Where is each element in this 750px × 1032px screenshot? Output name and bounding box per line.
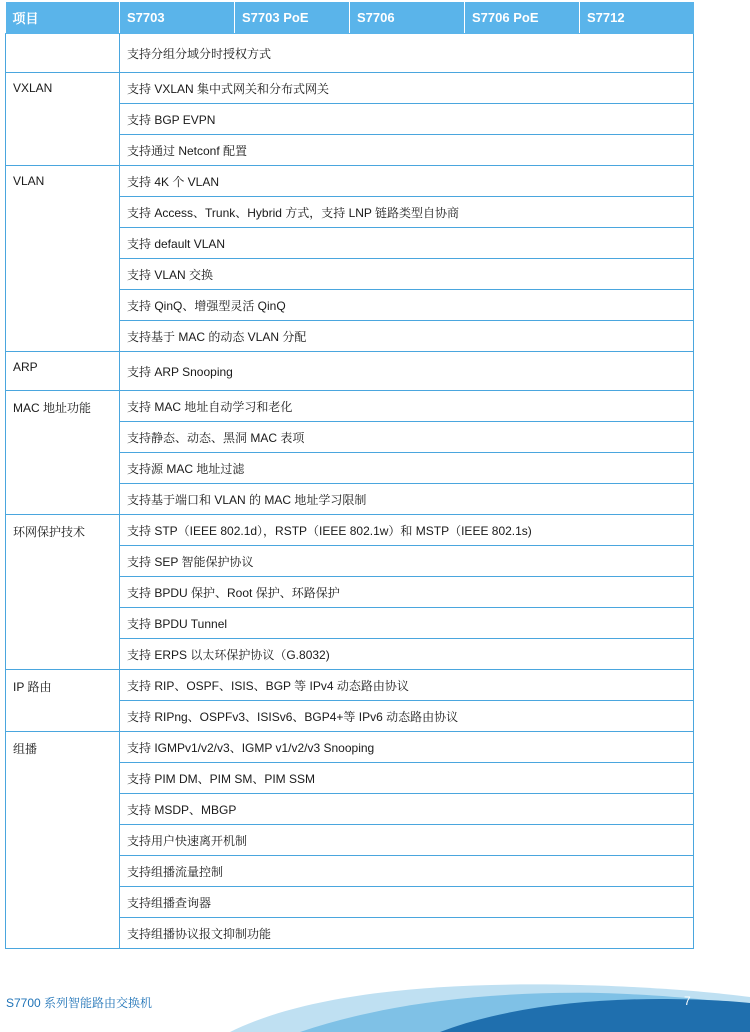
header-s7703-poe: S7703 PoE	[235, 2, 350, 34]
category-cell: MAC 地址功能	[6, 391, 120, 515]
feature-cell: 支持 STP（IEEE 802.1d），RSTP（IEEE 802.1w）和 MSTP（IEEE 802.1s)	[120, 515, 694, 546]
feature-cell: 支持组播查询器	[120, 887, 694, 918]
category-cell: ARP	[6, 352, 120, 391]
feature-cell: 支持 MSDP、MBGP	[120, 794, 694, 825]
feature-cell: 支持 Access、Trunk、Hybrid 方式，支持 LNP 链路类型自协商	[120, 197, 694, 228]
feature-cell: 支持 ERPS 以太环保护协议（G.8032)	[120, 639, 694, 670]
header-item: 项目	[6, 2, 120, 34]
footer-title: S7700 系列智能路由交换机	[6, 996, 153, 1010]
feature-cell: 支持 MAC 地址自动学习和老化	[120, 391, 694, 422]
table-row	[6, 34, 694, 73]
header-s7712: S7712	[580, 2, 694, 34]
table-row	[6, 73, 694, 104]
page-number: 7	[684, 994, 691, 1008]
feature-cell: 支持组播协议报文抑制功能	[120, 918, 694, 949]
feature-cell: 支持 IGMPv1/v2/v3、IGMP v1/v2/v3 Snooping	[120, 732, 694, 763]
feature-cell: 支持 VLAN 交换	[120, 259, 694, 290]
feature-cell: 支持 PIM DM、PIM SM、PIM SSM	[120, 763, 694, 794]
table-row	[6, 352, 694, 391]
feature-cell: 支持 RIP、OSPF、ISIS、BGP 等 IPv4 动态路由协议	[120, 670, 694, 701]
feature-cell: 支持 4K 个 VLAN	[120, 166, 694, 197]
feature-cell: 支持 BPDU 保护、Root 保护、环路保护	[120, 577, 694, 608]
spec-table	[5, 2, 694, 949]
category-cell: VLAN	[6, 166, 120, 352]
category-cell: 组播	[6, 732, 120, 949]
header-s7706: S7706	[350, 2, 465, 34]
feature-cell: 支持静态、动态、黑洞 MAC 表项	[120, 422, 694, 453]
feature-cell: 支持源 MAC 地址过滤	[120, 453, 694, 484]
header-s7706-poe: S7706 PoE	[465, 2, 580, 34]
feature-cell: 支持分组分域分时授权方式	[120, 34, 694, 73]
category-cell: IP 路由	[6, 670, 120, 732]
table-row	[6, 732, 694, 763]
table-body	[6, 34, 694, 949]
feature-cell: 支持基于端口和 VLAN 的 MAC 地址学习限制	[120, 484, 694, 515]
feature-cell: 支持 ARP Snooping	[120, 352, 694, 391]
feature-cell: 支持通过 Netconf 配置	[120, 135, 694, 166]
table-row	[6, 391, 694, 422]
table-row	[6, 515, 694, 546]
feature-cell: 支持 default VLAN	[120, 228, 694, 259]
category-cell	[6, 34, 120, 73]
feature-cell: 支持基于 MAC 的动态 VLAN 分配	[120, 321, 694, 352]
feature-cell: 支持用户快速离开机制	[120, 825, 694, 856]
table-row	[6, 670, 694, 701]
feature-cell: 支持 VXLAN 集中式网关和分布式网关	[120, 73, 694, 104]
header-s7703: S7703	[120, 2, 235, 34]
feature-cell: 支持 QinQ、增强型灵活 QinQ	[120, 290, 694, 321]
feature-cell: 支持 BPDU Tunnel	[120, 608, 694, 639]
feature-cell: 支持 SEP 智能保护协议	[120, 546, 694, 577]
feature-cell: 支持 BGP EVPN	[120, 104, 694, 135]
table-header-row	[6, 2, 694, 34]
category-cell: VXLAN	[6, 73, 120, 166]
table-row	[6, 166, 694, 197]
category-cell: 环网保护技术	[6, 515, 120, 670]
feature-cell: 支持组播流量控制	[120, 856, 694, 887]
feature-cell: 支持 RIPng、OSPFv3、ISISv6、BGP4+等 IPv6 动态路由协议	[120, 701, 694, 732]
